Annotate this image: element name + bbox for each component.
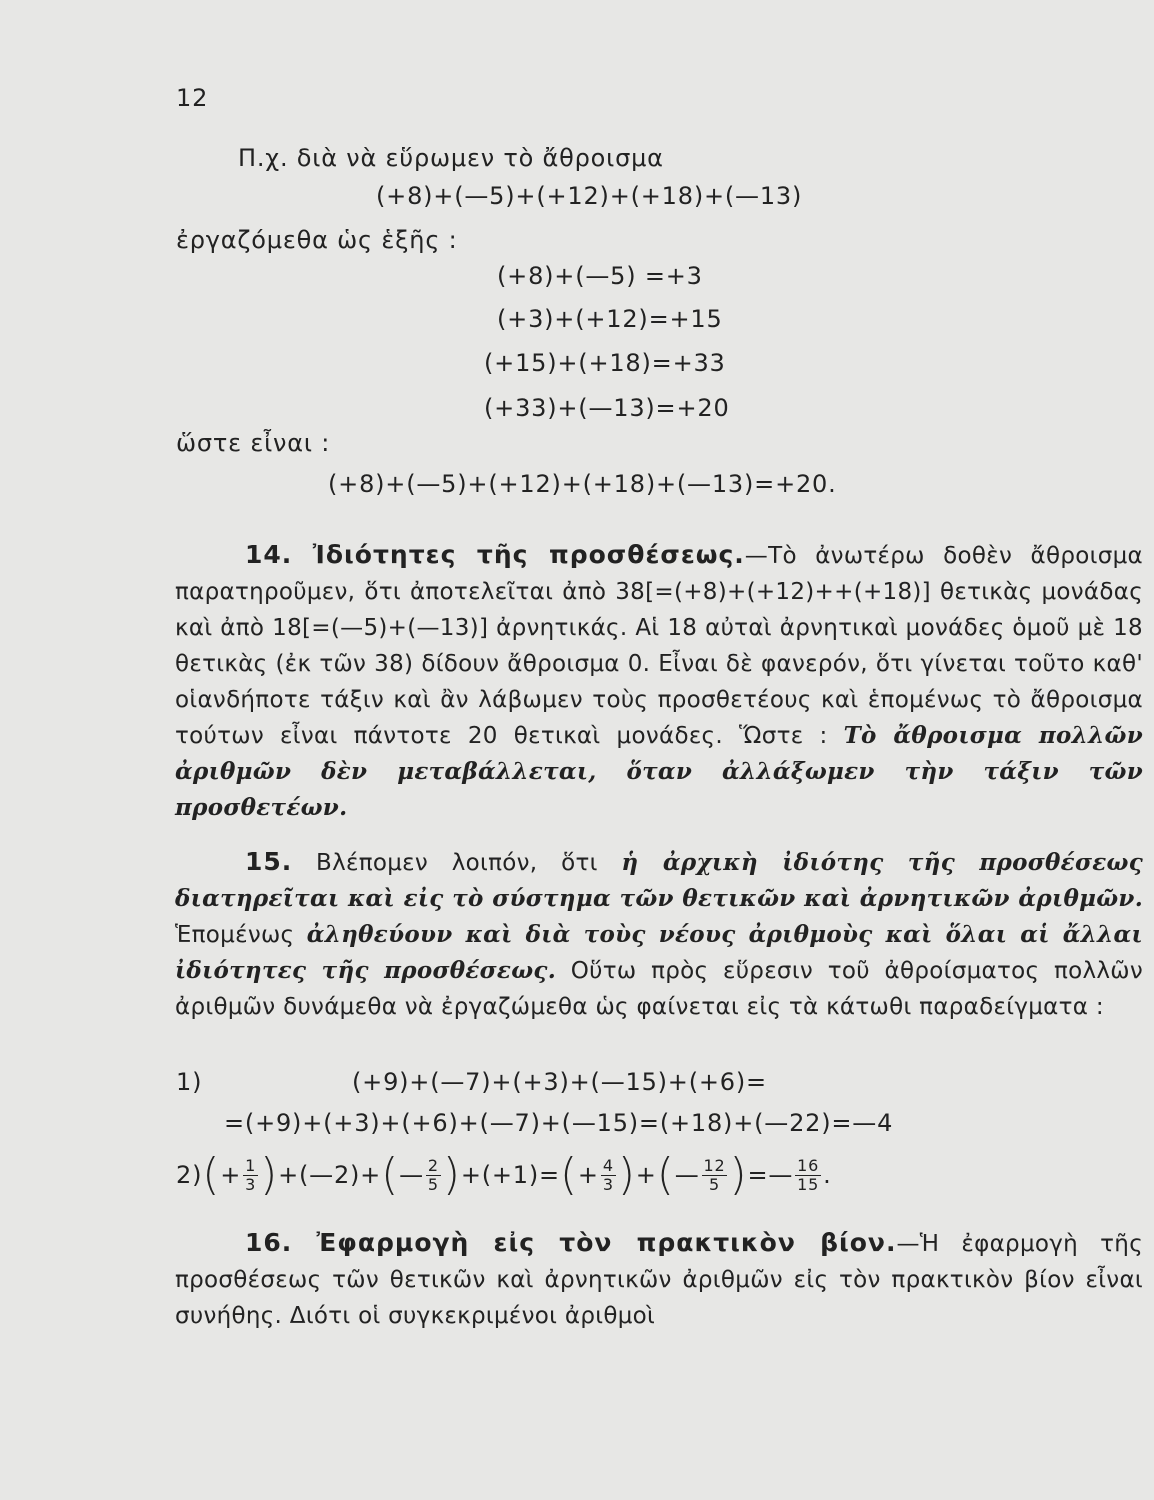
fraction: $\frac{16}{15}$ [797,1155,820,1194]
close-paren: ) [442,1149,461,1200]
open-paren: ( [656,1149,675,1200]
section-14 [175,537,1143,826]
example-1-line-1: (+9)+(—7)+(+3)+(—15)+(+6)= [352,1068,767,1096]
section-15-text-3: Οὕτω πρὸς εὕρεσιν τοῦ ἀθροίσματος πολλῶν ἀριθμῶν δυνάμεθα νὰ ἐργαζώμεθα ὡς φαίνεται εἰς τὰ κάτωθι παραδείγματα : [175,958,1143,1020]
fraction: $\frac{4}{3}$ [602,1155,614,1194]
period: . [823,1161,832,1189]
open-paren: ( [381,1149,400,1200]
final-result: (+8)+(—5)+(+12)+(+18)+(—13)=+20. [328,470,837,498]
sign: + [577,1161,599,1189]
open-paren: ( [202,1149,221,1200]
step-4: (+33)+(—13)=+20 [484,394,730,422]
section-15-emph-1: ἡ ἀρχικὴ ἰδιότης τῆς προσθέσεως διατηρεῖται καὶ εἰς τὸ σύστημα τῶν θετικῶν καὶ ἀρνητικῶν ἀριθμῶν. [175,849,1143,912]
open-paren: ( [559,1149,578,1200]
step-1: (+8)+(—5) =+3 [497,262,703,290]
close-paren: ) [260,1149,279,1200]
fraction: $\frac{2}{5}$ [427,1155,439,1194]
operator: +(+1)= [460,1161,560,1189]
page-number: 12 [176,84,209,112]
sign: + [220,1161,242,1189]
close-paren: ) [729,1149,748,1200]
sign: — [674,1161,700,1189]
section-15-number: 15. [245,847,293,876]
section-15-text-2: Ἑπομένως [175,922,307,948]
conclusion-rule: Τὸ ἄθροισμα πολλῶν ἀριθμῶν δὲν μεταβάλλεται, ὅταν ἀλλάξωμεν τὴν τάξιν τῶν προσθετέων. [175,722,1143,821]
example-1-line-2: =(+9)+(+3)+(+6)+(—7)+(—15)=(+18)+(—22)=—4 [224,1109,894,1137]
example-2 [176,1145,832,1205]
method-line: ἐργαζόμεθα ὡς ἑξῆς : [176,226,458,254]
sign: — [399,1161,424,1189]
intro-line: Π.χ. διὰ νὰ εὕρωμεν τὸ ἄθροισμα [238,144,664,172]
step-3: (+15)+(+18)=+33 [484,349,726,377]
example-sum: (+8)+(—5)+(+12)+(+18)+(—13) [376,182,803,210]
section-14-heading: 14. Ἰδιότητες τῆς προσθέσεως. [245,540,745,569]
section-14-body: —Τὸ ἀνωτέρω δοθὲν ἄθροισμα παρατηροῦμεν, ὅτι ἀποτελεῖται ἀπὸ 38[=(+8)+(+12)++(+18)] θετικὰς μονάδας καὶ ἀπὸ 18[=(—5)+(—13)] ἀρνητικάς. Αἱ 18 αὐταὶ ἀρνητικαὶ μονάδες ὁμοῦ μὲ 18 θετικὰς (ἐκ τῶν 38) δίδουν ἄθροισμα 0. Εἶναι δὲ φανερόν, ὅτι γίνεται τοῦτο καθ' οἱανδήποτε τάξιν καὶ ἂν λάβωμεν τοὺς προσθετέους καὶ ἑπομένως τὸ ἄθροισμα τούτων εἶναι πάντοτε 20 θετικαὶ μονάδες. [175,543,1143,749]
section-16-heading: 16. Ἐφαρμογὴ εἰς τὸν πρακτικὸν βίον. [245,1228,897,1257]
fraction: $\frac{1}{3}$ [245,1155,257,1194]
section-16-body: —Ἡ ἐφαρμογὴ τῆς προσθέσεως τῶν θετικῶν καὶ ἀρνητικῶν ἀριθμῶν εἰς τὸν πρακτικὸν βίον εἶναι συνήθης. Διότι οἱ συγκεκριμένοι ἀριθμοὶ [175,1231,1143,1329]
conclusion-prefix: Ὥστε : [739,723,844,749]
operator: =— [747,1161,794,1189]
step-2: (+3)+(+12)=+15 [497,305,723,333]
close-paren: ) [617,1149,636,1200]
section-15-text-1: Βλέπομεν λοιπόν, ὅτι [292,850,622,876]
fraction: $\frac{12}{5}$ [703,1155,726,1194]
therefore-line: ὥστε εἶναι : [176,429,331,457]
section-15-emph-2: ἀληθεύουν καὶ διὰ τοὺς νέους ἀριθμοὺς καὶ ὅλαι αἱ ἄλλαι ἰδιότητες τῆς προσθέσεως. [175,921,1143,984]
example-2-label: 2) [176,1161,203,1189]
operator: +(—2)+ [278,1161,382,1189]
section-15 [175,844,1143,1025]
operator: + [635,1161,657,1189]
section-16 [175,1225,1143,1334]
example-1-label: 1) [176,1068,203,1096]
